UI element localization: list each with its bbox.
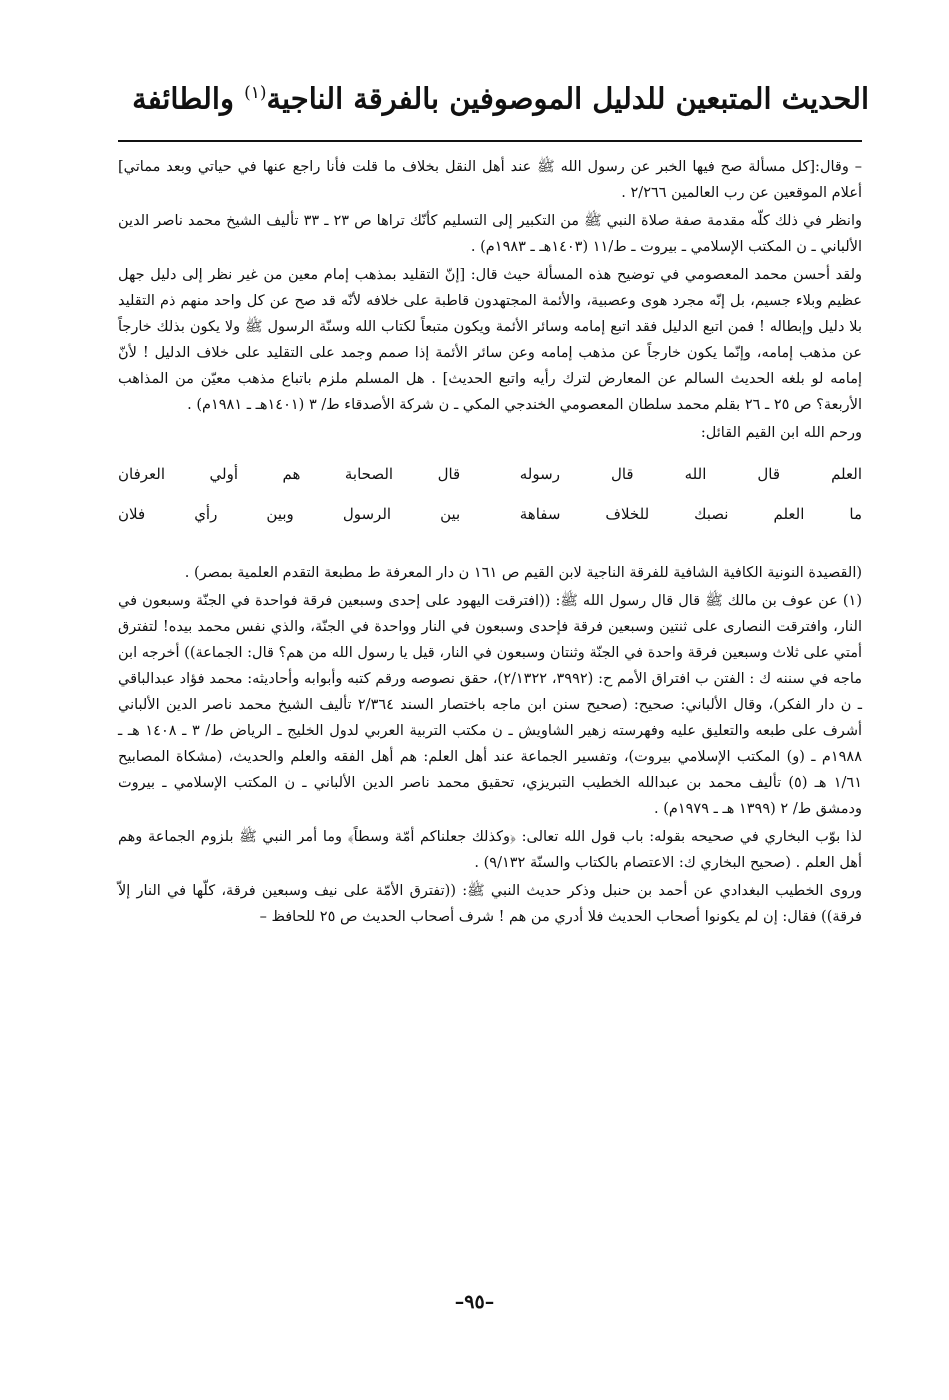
paragraph-ibn-qayyim-quote: – وقال:[كل مسألة صح فيها الخبر عن رسول الله ﷺ عند أهل النقل بخلاف ما قلت فأنا راجع عنها في حياتي وبعد مماتي] أعلام الموقعين عن رب العالمين ٢/٢٦٦ . — [118, 159, 862, 201]
footnote-bukhari: لذا بوّب البخاري في صحيحه بقوله: باب قول الله تعالى: ﴿وكذلك جعلناكم أمّة وسطاً﴾ وما أمر النبي ﷺ بلزوم الجماعة وهم أهل العلم . (صحيح البخاري ك: الاعتصام بالكتاب والسنّة ٩/١٣٢) . — [118, 829, 862, 871]
running-header — [110, 68, 869, 118]
page-number: –٩٥– — [454, 1291, 495, 1313]
header-footnote-mark: (١) — [244, 83, 267, 103]
paragraph-poem-intro: ورحم الله ابن القيم القائل: — [700, 425, 862, 441]
poem — [118, 454, 862, 534]
footnote-khatib: وروى الخطيب البغدادي عن أحمد بن حنبل وذكر حديث النبي ﷺ: ((تفترق الأمّة على نيف وسبعين فرقة، كلّها في النار إلاّ فرقة)) فقال: إن لم يكونوا أصحاب الحديث فلا أدري من هم ! شرف أصحاب الحديث ص ٢٥ للحافظ – — [118, 883, 862, 925]
paragraph-albani-reference: وانظر في ذلك كلّه مقدمة صفة صلاة النبي ﷺ من التكبير إلى التسليم كأنّك تراها ص ٢٣ ـ ٣٣ تأليف الشيخ محمد ناصر الدين الألباني ـ ن المكتب الإسلامي ـ بيروت ـ ط/١١ (١٤٠٣هـ ـ ١٩٨٣م) . — [118, 213, 862, 255]
poem-hemistich: قال الصحابة هم أولي العرفان — [118, 465, 461, 483]
poem-source: (القصيدة النونية الكافية الشافية للفرقة الناجية لابن القيم ص ١٦١ ن دار المعرفة ط مطبعة التقدم العلمية بمصر) . — [184, 565, 862, 581]
header-title: الحديث المتبعين للدليل الموصوفين بالفرقة الناجية — [266, 81, 869, 116]
header-rule — [118, 140, 862, 142]
poem-hemistich: العلم قال الله قال رسوله — [519, 465, 862, 483]
poem-hemistich: بين الرسول وبين رأي فلان — [118, 505, 461, 523]
page-body — [118, 154, 862, 930]
header-title-end: والطائفة — [132, 81, 234, 116]
poem-verse — [118, 454, 862, 494]
footnote-1: (١) عن عوف بن مالك ﷺ قال قال رسول الله ﷺ: ((افترقت اليهود على إحدى وسبعين فرقة فواحدة في الجنّة وسبعون في النار، وافترقت النصارى على ثنتين وسبعين فرقة فإحدى وسبعون في النار وواحدة في الجنّة، والذي نفس محمد بيده! لتفترق أمتي على ثلاث وسبعين فرقة واحدة في الجنّة وثنتان وسبعون في النار، قيل يا رسول الله من هم؟ قال: الجماعة)) أخرجه ابن ماجه في سننه ك : الفتن ب افتراق الأمم ح: (٣٩٩٢، ٢/١٣٢٢)، حقق نصوصه ورقم كتبه وأبوابه وأحاديثه: محمد فؤاد عبدالباقي ـ ن دار الفكر)، وقال الألباني: صحيح: (صحيح سنن ابن ماجه باختصار السند ٢/٣٦٤ تأليف الشيخ محمد ناصر الدين الألباني أشرف على طبعه والتعليق عليه وفهرسته زهير الشاويش ـ ن مكتب التربية العربي لدول الخليج ـ الرياض ط/ ٣ ـ ١٤٠٨ هـ ـ ١٩٨٨م ـ (و) المكتب الإسلامي بيروت)، وتفسير الجماعة عند أهل العلم: هم أهل الفقه والعلم والحديث، (مشكاة المصابيح ١/٦١ هـ (٥) تأليف محمد بن عبدالله الخطيب التبريزي، تحقيق محمد ناصر الدين الألباني ـ ن المكتب الإسلامي ـ بيروت ودمشق ط/ ٢ (١٣٩٩ هـ ـ ١٩٧٩م) . — [118, 593, 863, 817]
poem-hemistich: ما العلم نصبك للخلاف سفاهة — [519, 505, 862, 523]
paragraph-masumi-quote: ولقد أحسن محمد المعصومي في توضيح هذه المسألة حيث قال: [إنّ التقليد بمذهب إمام معين من غير نظر إلى دليل جهل عظيم وبلاء جسيم، بل إنّه مجرد هوى وعصبية، والأئمة المجتهدون قاطبة على خلافه لأنّه قد صح عن كل واحد منهم ذم التقليد بلا دليل وإبطاله ! فمن اتبع الدليل فقد اتبع إمامه وسائر الأئمة ويكون متبعاً لكتاب الله وسنّة الرسول ﷺ ولا يكون بذلك خارجاً عن مذهب إمامه، وإنّما يكون خارجاً عن مذهب إمامه وعن سائر الأئمة إذا صمم وجمد على التقليد على خلاف الدليل ! لأنّ إمامه لو بلغه الحديث السالم عن المعارض لترك رأيه واتبع الحديث] . هل المسلم ملزم باتباع مذهب معيّن من المذاهب الأربعة؟ ص ٢٥ ـ ٢٦ بقلم محمد سلطان المعصومي الخندجي المكي ـ ن شركة الأصدقاء ط/ ٣ (١٤٠١هـ ـ ١٩٨١م) . — [118, 267, 863, 413]
poem-verse — [118, 494, 862, 534]
